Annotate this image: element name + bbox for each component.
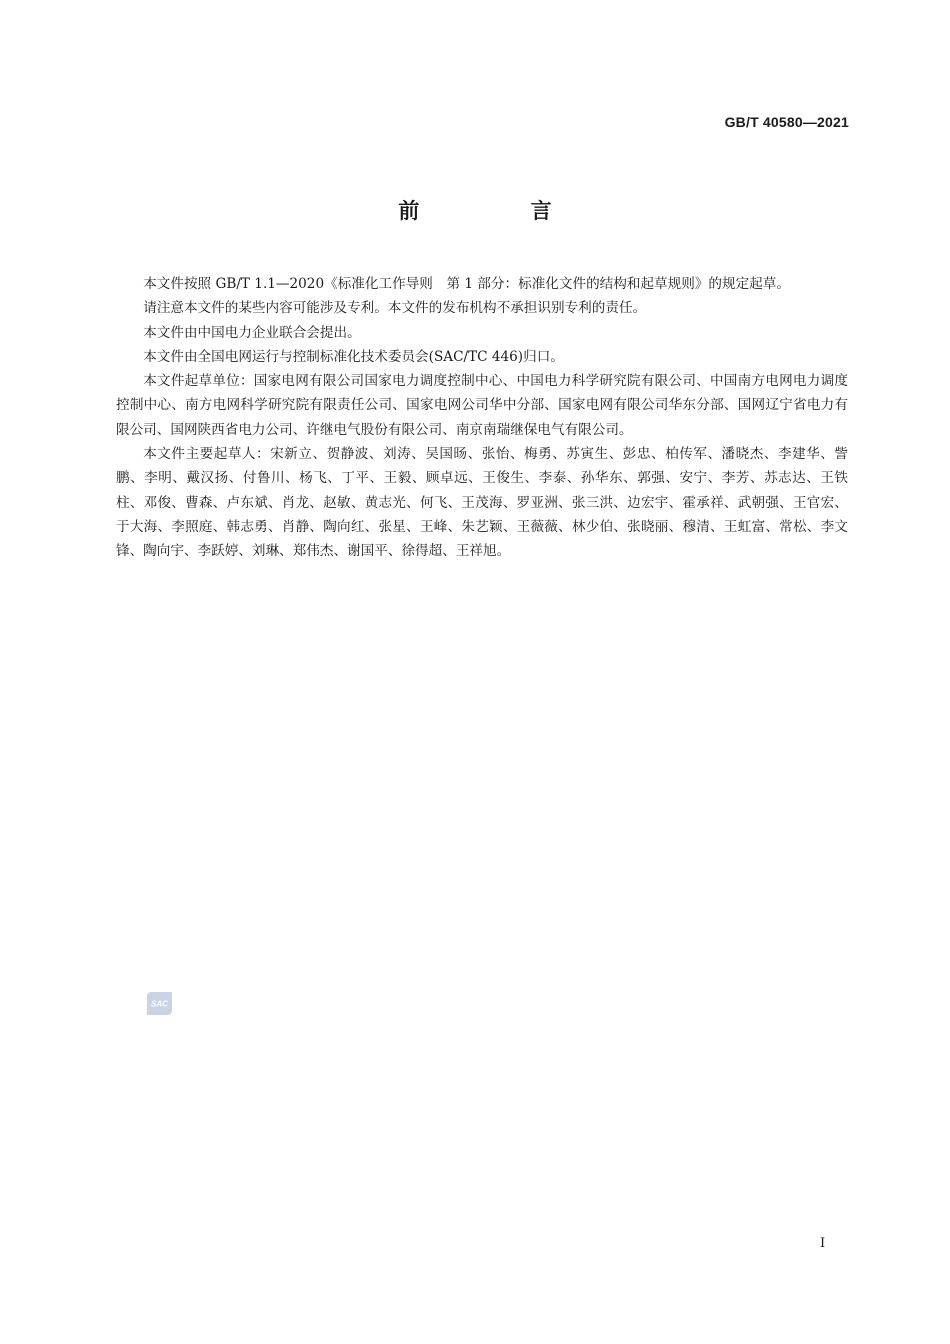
preface-body <box>116 272 848 564</box>
page-title: 前 言 <box>398 199 604 223</box>
paragraph-proposer: 本文件由中国电力企业联合会提出。 <box>143 324 361 341</box>
paragraph-drafting-units: 本文件起草单位：国家电网有限公司国家电力调度控制中心、中国电力科学研究院有限公司、中国南方电网电力调度控制中心、南方电网科学研究院有限责任公司、国家电网公司华中分部、国家电网有限公司华东分部、国网辽宁省电力有限公司、国网陕西省电力公司、许继电气股份有限公司、南京南瑞继保电气有限公司。 <box>116 373 848 438</box>
paragraph-drafters: 本文件主要起草人：宋新立、贺静波、刘涛、吴国旸、张怡、梅勇、苏寅生、彭忠、柏传军、潘晓杰、李建华、訾鹏、李明、戴汉扬、付鲁川、杨飞、丁平、王毅、顾卓远、王俊生、李泰、孙华东、郭强、安宁、李芳、苏志达、王铁柱、邓俊、曹森、卢东斌、肖龙、赵敏、黄志光、何飞、王茂海、罗亚洲、张三洪、边宏宇、霍承祥、武朝强、王官宏、于大海、李照庭、韩志勇、肖静、陶向红、张星、王峰、朱艺颖、王薇薇、林少伯、张晓丽、穆清、王虹富、常松、李文锋、陶向宇、李跃婷、刘琳、郑伟杰、谢国平、徐得超、王祥旭。 <box>116 446 848 560</box>
page-number: I <box>820 1236 826 1251</box>
paragraph-technical-committee: 本文件由全国电网运行与控制标准化技术委员会(SAC/TC 446)归口。 <box>143 348 564 365</box>
paragraph-drafting-rules: 本文件按照 GB/T 1.1—2020《标准化工作导则 第 1 部分：标准化文件的结构和起草规则》的规定起草。 <box>143 276 790 292</box>
sac-watermark-logo <box>147 992 172 1015</box>
paragraph-patent-notice: 请注意本文件的某些内容可能涉及专利。本文件的发布机构不承担识别专利的责任。 <box>143 300 647 317</box>
standard-code: GB/T 40580—2021 <box>724 114 849 130</box>
svg-text:SAC: SAC <box>151 999 168 1009</box>
